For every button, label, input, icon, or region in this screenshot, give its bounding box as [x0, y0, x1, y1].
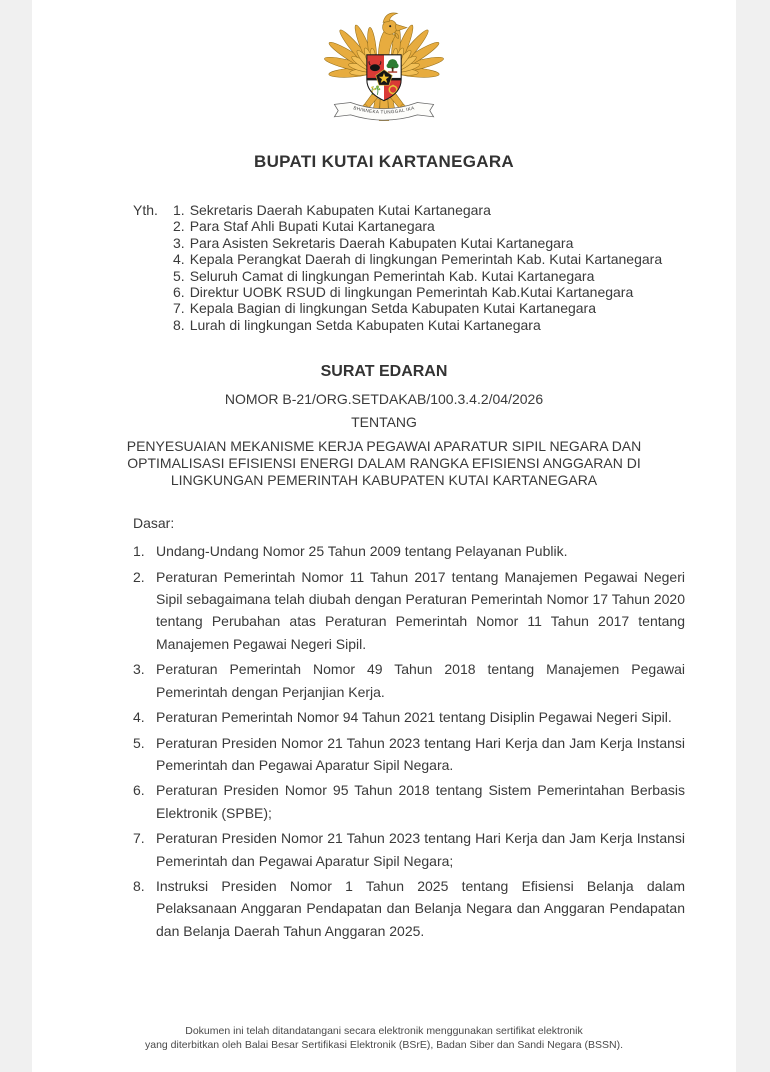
recipient-number: 2. — [173, 218, 185, 235]
item-text: Peraturan Pemerintah Nomor 94 Tahun 2021 tentang Disiplin Pegawai Negeri Sipil. — [156, 709, 672, 726]
recipient-number: 1. — [173, 202, 185, 218]
subject-line: PENYESUAIAN MEKANISME KERJA PEGAWAI APARATUR SIPIL NEGARA DAN — [126, 438, 642, 455]
item-text: Peraturan Presiden Nomor 21 Tahun 2023 tentang Hari Kerja dan Jam Kerja Instansi Pemerintah dan Pegawai Aparatur Sipil Negara; — [156, 830, 685, 869]
recipient-number: 8. — [173, 316, 185, 333]
subject-line: LINGKUNGAN PEMERINTAH KABUPATEN KUTAI KARTANEGARA — [170, 472, 598, 489]
recipient-number: 4. — [173, 251, 185, 268]
document-page — [32, 0, 736, 1072]
item-number: 2. — [133, 568, 145, 585]
legal-basis-item — [133, 732, 685, 777]
legal-basis-item — [133, 540, 685, 562]
legal-basis-label: Dasar: — [133, 515, 175, 532]
recipients-list — [173, 202, 662, 333]
recipient-number: 5. — [173, 267, 185, 284]
item-text: Instruksi Presiden Nomor 1 Tahun 2025 tentang Efisiensi Belanja dalam Pelaksanaan Anggaran Pendapatan dan Belanja Negara dan Anggaran Pendapatan dan Belanja Daerah Tahun Anggaran 2025. — [156, 877, 685, 939]
legal-basis-list — [133, 540, 685, 942]
garuda-pancasila-icon — [322, 8, 446, 136]
recipient-text: Para Asisten Sekretaris Daerah Kabupaten Kutai Kartanegara — [189, 234, 574, 251]
recipient-text: Seluruh Camat di lingkungan Pemerintah Kab. Kutai Kartanegara — [189, 267, 595, 284]
circular-number: NOMOR B-21/ORG.SETDAKAB/100.3.4.2/04/2026 — [224, 391, 544, 408]
recipient-number: 6. — [173, 284, 185, 301]
item-text: Undang-Undang Nomor 25 Tahun 2009 tentang Pelayanan Publik. — [156, 543, 568, 560]
legal-basis-item — [133, 706, 685, 728]
item-number: 3. — [133, 661, 145, 678]
legal-basis-item — [133, 827, 685, 872]
motto-text: BHINNEKA TUNGGAL IKA — [352, 105, 416, 115]
item-number: 4. — [133, 709, 145, 726]
item-text: Peraturan Pemerintah Nomor 11 Tahun 2017 tentang Manajemen Pegawai Negeri Sipil sebagaimana telah diubah dengan Peraturan Pemerintah Nomor 17 Tahun 2020 tentang Perubahan atas Peraturan Pemerintah Nomor 11 Tahun 2017 tentang Manajemen Pegawai Negeri Sipil. — [156, 568, 685, 652]
legal-basis-item — [133, 875, 685, 942]
recipient-item — [173, 284, 662, 300]
page-title: BUPATI KUTAI KARTANEGARA — [254, 152, 514, 171]
recipient-text: Sekretaris Daerah Kabupaten Kutai Kartanegara — [189, 202, 491, 218]
recipient-item — [173, 268, 662, 284]
recipient-number: 7. — [173, 300, 185, 317]
recipient-item — [173, 218, 662, 234]
circular-title: SURAT EDARAN — [320, 363, 448, 381]
item-text: Peraturan Presiden Nomor 21 Tahun 2023 tentang Hari Kerja dan Jam Kerja Instansi Pemerintah dan Pegawai Aparatur Sipil Negara. — [156, 734, 685, 773]
recipient-text: Direktur UOBK RSUD di lingkungan Pemerintah Kab.Kutai Kartanegara — [189, 284, 634, 301]
item-number: 8. — [133, 877, 145, 894]
garuda-emblem — [32, 0, 736, 136]
subject-line: OPTIMALISASI EFISIENSI ENERGI DALAM RANGKA EFISIENSI ANGGARAN DI — [127, 455, 641, 472]
recipient-item — [173, 202, 662, 218]
recipient-item — [173, 317, 662, 333]
recipient-item — [173, 300, 662, 316]
circular-subject — [32, 438, 736, 489]
recipient-text: Lurah di lingkungan Setda Kabupaten Kutai Kartanegara — [189, 316, 541, 333]
footer-note — [32, 1024, 736, 1052]
item-text: Peraturan Pemerintah Nomor 49 Tahun 2018 tentang Manajemen Pegawai Pemerintah dengan Perjanjian Kerja. — [156, 661, 685, 700]
recipients-block — [133, 202, 685, 333]
recipient-text: Kepala Bagian di lingkungan Setda Kabupaten Kutai Kartanegara — [189, 300, 597, 317]
circular-about-label: TENTANG — [351, 414, 417, 431]
recipient-number: 3. — [173, 234, 185, 251]
legal-basis-item — [133, 566, 685, 656]
recipient-text: Kepala Perangkat Daerah di lingkungan Pemerintah Kab. Kutai Kartanegara — [189, 251, 663, 268]
footer-line: Dokumen ini telah ditandatangani secara elektronik menggunakan sertifikat elektronik — [185, 1025, 583, 1037]
item-number: 6. — [133, 782, 145, 799]
item-number: 1. — [133, 543, 145, 560]
legal-basis-item — [133, 658, 685, 703]
recipient-text: Para Staf Ahli Bupati Kutai Kartanegara — [189, 218, 435, 235]
item-number: 5. — [133, 734, 145, 751]
recipient-item — [173, 251, 662, 267]
item-number: 7. — [133, 830, 145, 847]
legal-basis-item — [133, 779, 685, 824]
item-text: Peraturan Presiden Nomor 95 Tahun 2018 tentang Sistem Pemerintahan Berbasis Elektronik (SPBE); — [156, 782, 685, 821]
footer-line: yang diterbitkan oleh Balai Besar Sertifikasi Elektronik (BSrE), Badan Siber dan Sandi Negara (BSSN). — [145, 1039, 623, 1051]
recipient-item — [173, 235, 662, 251]
recipients-label: Yth. — [133, 202, 158, 218]
